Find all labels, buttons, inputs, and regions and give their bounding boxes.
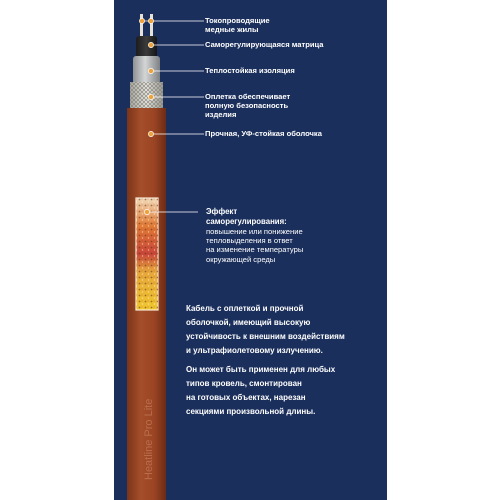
label-braid: Оплетка обеспечивает полную безопасность изделия bbox=[205, 92, 291, 120]
label-self-regulating-matrix: Саморегулирующаяся матрица bbox=[205, 40, 324, 49]
description-paragraph-1: Кабель с оплеткой и прочной оболочкой, имеющий высокую устойчивость к внешним воздействиям и ультрафиолетовому излучению. bbox=[186, 304, 345, 355]
description-paragraph-2: Он может быть применен для любых типов кровель, смонтирован на готовых объектах, нарезан секциями произвольной длины. bbox=[186, 365, 336, 416]
label-outer-sheath: Прочная, УФ-стойкая оболочка bbox=[205, 129, 322, 138]
marker-dot-insulation bbox=[148, 68, 153, 73]
label-copper-conductors: Токопроводящие медные жилы bbox=[205, 16, 270, 35]
marker-dot-braid bbox=[148, 94, 153, 99]
marker-dot-conductors-2 bbox=[148, 18, 153, 23]
marker-dot-matrix bbox=[148, 42, 153, 47]
insulation-layer bbox=[133, 56, 160, 84]
marker-dot-sheath bbox=[148, 131, 153, 136]
product-panel bbox=[114, 0, 387, 500]
effect-description: повышение или понижение тепловыделения в ответ на изменение температуры окружающей среды bbox=[206, 227, 304, 264]
marker-dot-conductors bbox=[139, 18, 144, 23]
effect-title: Эффект саморегулирования: bbox=[206, 207, 287, 226]
cable-print-text: Heatline Pro Lite bbox=[143, 398, 155, 480]
label-heat-resistant-insulation: Теплостойкая изоляция bbox=[205, 66, 295, 75]
marker-dot-effect bbox=[144, 209, 149, 214]
